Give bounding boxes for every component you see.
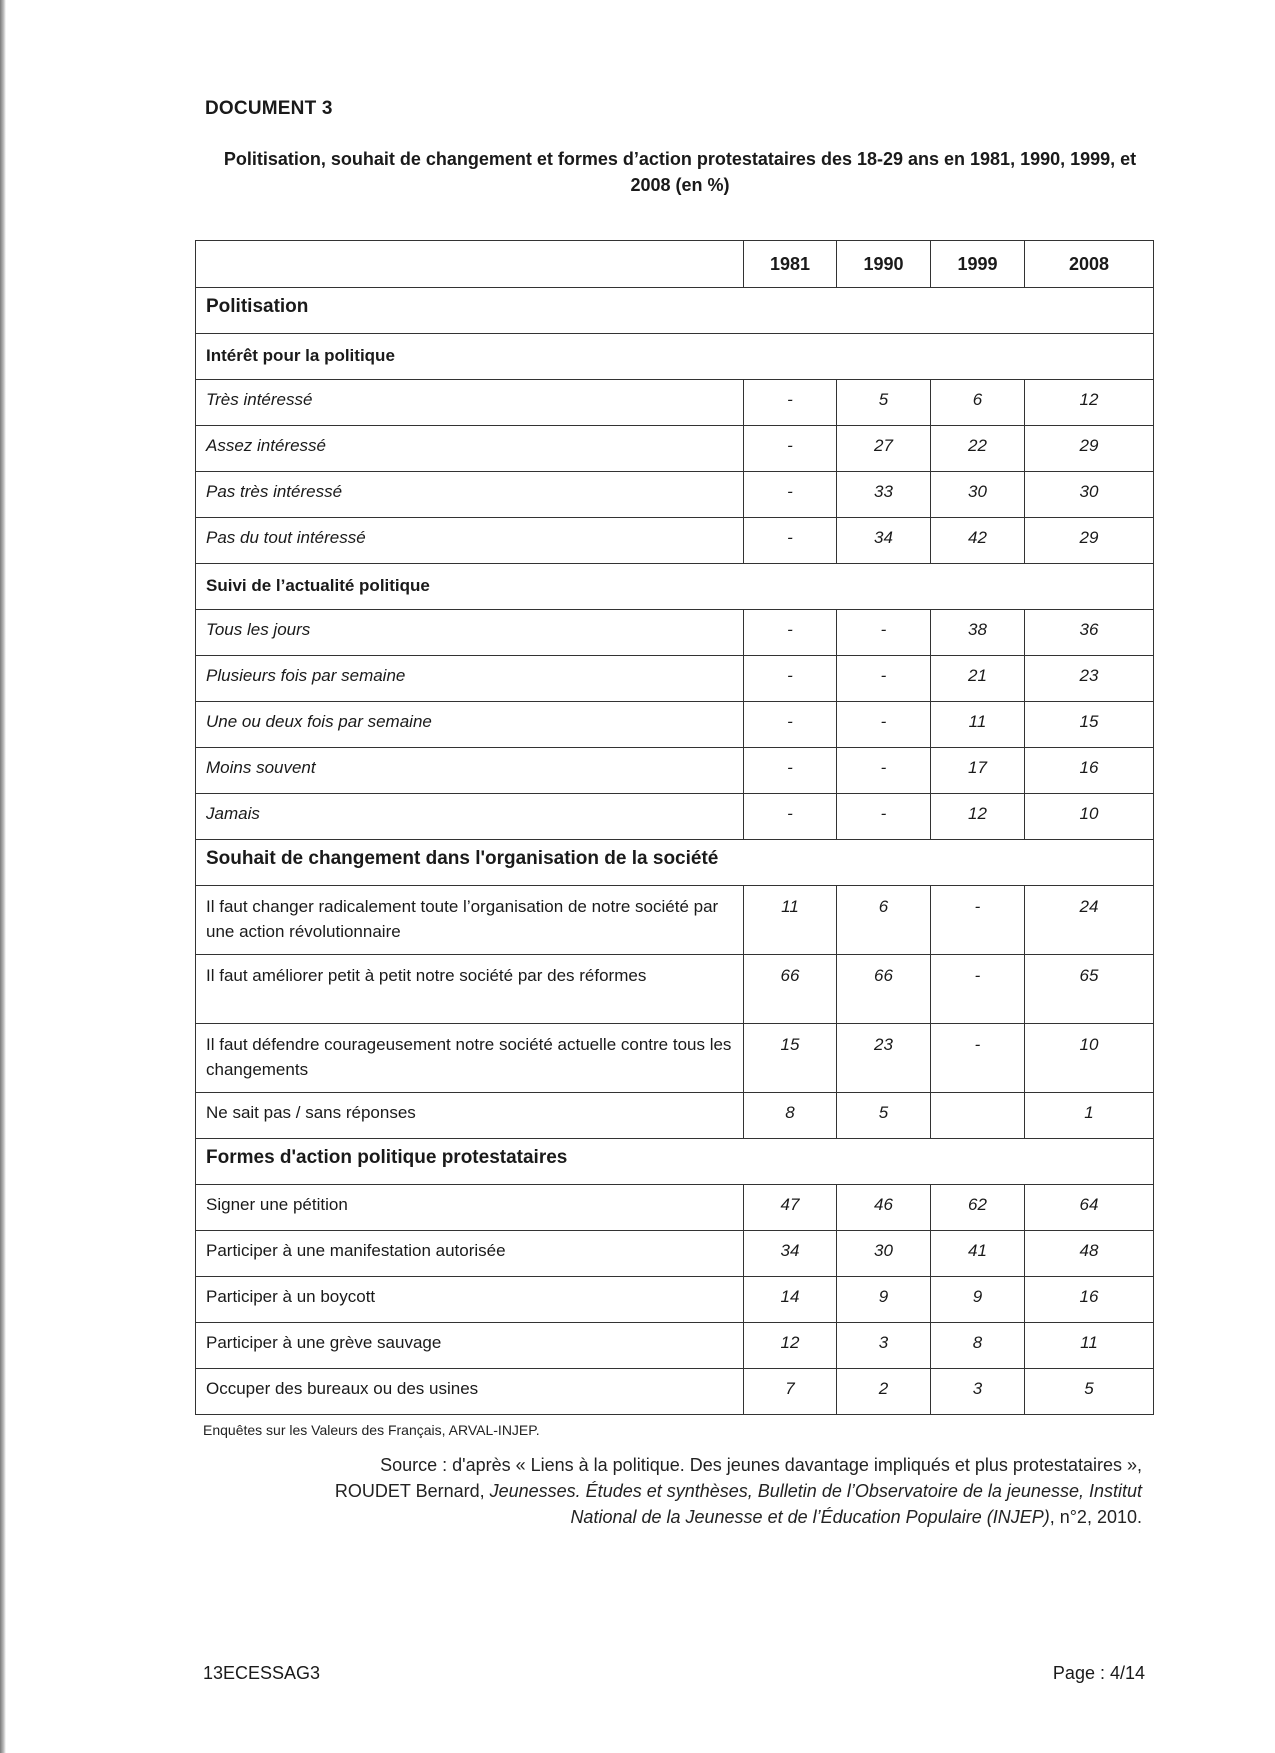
- value-cell-1990: 3: [837, 1323, 931, 1369]
- changement-rows: [196, 886, 1154, 1139]
- value-cell-1999: 17: [931, 748, 1025, 794]
- value-cell-1990: 5: [837, 1093, 931, 1139]
- value-cell-1999: 38: [931, 610, 1025, 656]
- value-cell-1981: 15: [744, 1024, 837, 1093]
- table-row: [196, 1277, 1154, 1323]
- row-label: Participer à une grève sauvage: [196, 1323, 744, 1369]
- value-cell-2008: 30: [1025, 472, 1154, 518]
- value-cell-1990: 9: [837, 1277, 931, 1323]
- header-year-1981: 1981: [744, 241, 837, 288]
- row-label: Une ou deux fois par semaine: [196, 702, 744, 748]
- row-label: Occuper des bureaux ou des usines: [196, 1369, 744, 1415]
- value-cell-1999: [931, 1093, 1025, 1139]
- scan-edge: [0, 0, 6, 1753]
- source-prefix: Source : d'après « Liens à la politique. Des jeunes davantage impliqués et plus protestataires », ROUDET Bernard,: [334, 1455, 1142, 1501]
- value-cell-2008: 16: [1025, 1277, 1154, 1323]
- value-cell-2008: 5: [1025, 1369, 1154, 1415]
- subsection-row-suivi: [196, 564, 1154, 610]
- table-row: [196, 702, 1154, 748]
- row-label: Signer une pétition: [196, 1185, 744, 1231]
- value-cell-2008: 12: [1025, 380, 1154, 426]
- section-title: Politisation: [196, 288, 1154, 334]
- value-cell-1981: 34: [744, 1231, 837, 1277]
- row-label: Participer à un boycott: [196, 1277, 744, 1323]
- value-cell-1999: 3: [931, 1369, 1025, 1415]
- data-table: [195, 240, 1154, 1415]
- table-row: [196, 518, 1154, 564]
- table-row: [196, 472, 1154, 518]
- value-cell-1999: 22: [931, 426, 1025, 472]
- value-cell-1990: 34: [837, 518, 931, 564]
- value-cell-1990: 33: [837, 472, 931, 518]
- value-cell-1990: 23: [837, 1024, 931, 1093]
- value-cell-1990: 66: [837, 955, 931, 1024]
- value-cell-1999: -: [931, 886, 1025, 955]
- value-cell-1981: -: [744, 794, 837, 840]
- table-row: [196, 426, 1154, 472]
- value-cell-1990: 2: [837, 1369, 931, 1415]
- table-row: [196, 656, 1154, 702]
- value-cell-1990: 5: [837, 380, 931, 426]
- table-row: [196, 1231, 1154, 1277]
- row-label: Plusieurs fois par semaine: [196, 656, 744, 702]
- suivi-rows: [196, 610, 1154, 840]
- value-cell-1981: 66: [744, 955, 837, 1024]
- value-cell-1981: -: [744, 656, 837, 702]
- value-cell-2008: 1: [1025, 1093, 1154, 1139]
- value-cell-2008: 29: [1025, 518, 1154, 564]
- value-cell-1990: -: [837, 794, 931, 840]
- row-label: Moins souvent: [196, 748, 744, 794]
- row-label: Jamais: [196, 794, 744, 840]
- value-cell-2008: 16: [1025, 748, 1154, 794]
- value-cell-1999: 8: [931, 1323, 1025, 1369]
- value-cell-1999: 62: [931, 1185, 1025, 1231]
- value-cell-2008: 23: [1025, 656, 1154, 702]
- table-row: [196, 794, 1154, 840]
- value-cell-1990: 46: [837, 1185, 931, 1231]
- table-row: [196, 1323, 1154, 1369]
- value-cell-2008: 65: [1025, 955, 1154, 1024]
- table-header-row: [196, 241, 1154, 288]
- row-label: Ne sait pas / sans réponses: [196, 1093, 744, 1139]
- value-cell-1981: -: [744, 748, 837, 794]
- section-row-formes: [196, 1139, 1154, 1185]
- value-cell-2008: 10: [1025, 794, 1154, 840]
- value-cell-1999: 6: [931, 380, 1025, 426]
- header-empty-cell: [196, 241, 744, 288]
- value-cell-1981: -: [744, 472, 837, 518]
- value-cell-1981: 8: [744, 1093, 837, 1139]
- row-label: Participer à une manifestation autorisée: [196, 1231, 744, 1277]
- value-cell-2008: 15: [1025, 702, 1154, 748]
- header-year-1990: 1990: [837, 241, 931, 288]
- interet-rows: [196, 380, 1154, 564]
- value-cell-2008: 29: [1025, 426, 1154, 472]
- value-cell-1981: 47: [744, 1185, 837, 1231]
- value-cell-1990: -: [837, 748, 931, 794]
- row-label: Il faut défendre courageusement notre société actuelle contre tous les changements: [196, 1024, 744, 1093]
- value-cell-1990: -: [837, 610, 931, 656]
- value-cell-1999: 42: [931, 518, 1025, 564]
- source-suffix: , n°2, 2010.: [1049, 1507, 1142, 1527]
- row-label: Il faut améliorer petit à petit notre société par des réformes: [196, 955, 744, 1024]
- subsection-title: Intérêt pour la politique: [196, 334, 1154, 380]
- row-label: Pas du tout intéressé: [196, 518, 744, 564]
- value-cell-1981: -: [744, 518, 837, 564]
- table-row: [196, 1185, 1154, 1231]
- footer-code: 13ECESSAG3: [203, 1663, 321, 1683]
- value-cell-1981: 12: [744, 1323, 837, 1369]
- value-cell-1999: 12: [931, 794, 1025, 840]
- value-cell-1981: -: [744, 610, 837, 656]
- section-title: Formes d'action politique protestataires: [196, 1139, 1154, 1185]
- value-cell-2008: 64: [1025, 1185, 1154, 1231]
- value-cell-1981: 11: [744, 886, 837, 955]
- value-cell-1981: -: [744, 702, 837, 748]
- table-row: [196, 955, 1154, 1024]
- value-cell-1999: -: [931, 1024, 1025, 1093]
- value-cell-1990: 6: [837, 886, 931, 955]
- subsection-row-interet: [196, 334, 1154, 380]
- section-row-politisation: [196, 288, 1154, 334]
- value-cell-2008: 48: [1025, 1231, 1154, 1277]
- value-cell-1990: -: [837, 656, 931, 702]
- row-label: Il faut changer radicalement toute l’organisation de notre société par une action révolutionnaire: [196, 886, 744, 955]
- source-publication: Jeunesses. Études et synthèses, Bulletin de l’Observatoire de la jeunesse, Institut National de la Jeunesse et de l’Éducation Populaire (INJEP): [489, 1481, 1142, 1527]
- row-label: Tous les jours: [196, 610, 744, 656]
- formes-rows: [196, 1185, 1154, 1415]
- value-cell-1990: -: [837, 702, 931, 748]
- value-cell-1990: 30: [837, 1231, 931, 1277]
- value-cell-1999: 9: [931, 1277, 1025, 1323]
- value-cell-1990: 27: [837, 426, 931, 472]
- document-title: Politisation, souhait de changement et formes d’action protestataires des 18-29 ans en 1981, 1990, 1999, et 2008 (en %): [223, 149, 1137, 195]
- table-row: [196, 1024, 1154, 1093]
- table-row: [196, 380, 1154, 426]
- table-row: [196, 886, 1154, 955]
- section-row-changement: [196, 840, 1154, 886]
- document-label: DOCUMENT 3: [205, 98, 333, 119]
- table-row: [196, 610, 1154, 656]
- table-row: [196, 748, 1154, 794]
- value-cell-1999: 11: [931, 702, 1025, 748]
- header-year-1999: 1999: [931, 241, 1025, 288]
- survey-note: Enquêtes sur les Valeurs des Français, ARVAL-INJEP.: [203, 1422, 540, 1438]
- footer-page-number: Page : 4/14: [1052, 1663, 1145, 1683]
- value-cell-1999: 21: [931, 656, 1025, 702]
- subsection-title: Suivi de l’actualité politique: [196, 564, 1154, 610]
- value-cell-2008: 36: [1025, 610, 1154, 656]
- source-citation: [300, 1452, 1142, 1530]
- value-cell-1999: 30: [931, 472, 1025, 518]
- value-cell-1981: -: [744, 380, 837, 426]
- section-title: Souhait de changement dans l'organisation de la société: [196, 840, 1154, 886]
- row-label: Assez intéressé: [196, 426, 744, 472]
- value-cell-1981: -: [744, 426, 837, 472]
- value-cell-2008: 10: [1025, 1024, 1154, 1093]
- value-cell-2008: 24: [1025, 886, 1154, 955]
- value-cell-1981: 7: [744, 1369, 837, 1415]
- row-label: Pas très intéressé: [196, 472, 744, 518]
- header-year-2008: 2008: [1025, 241, 1154, 288]
- row-label: Très intéressé: [196, 380, 744, 426]
- value-cell-1981: 14: [744, 1277, 837, 1323]
- table-row: [196, 1093, 1154, 1139]
- value-cell-2008: 11: [1025, 1323, 1154, 1369]
- value-cell-1999: 41: [931, 1231, 1025, 1277]
- value-cell-1999: -: [931, 955, 1025, 1024]
- table-row: [196, 1369, 1154, 1415]
